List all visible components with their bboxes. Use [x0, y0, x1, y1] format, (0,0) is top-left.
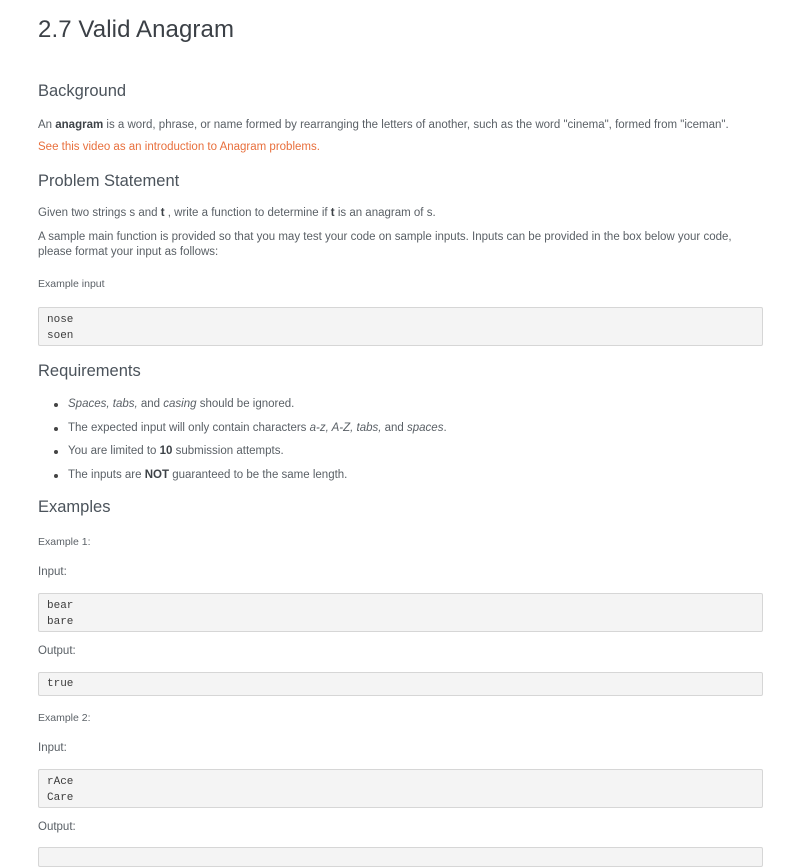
example-2-output-label: Output: [38, 821, 76, 833]
example-1-input-code: bear bare [38, 593, 763, 632]
list-item: Spaces, tabs, and casing should be ignored. [68, 395, 447, 419]
list-item: The expected input will only contain characters a-z, A-Z, tabs, and spaces. [68, 419, 447, 443]
example-2-label: Example 2: [38, 712, 91, 724]
example-2-input-label: Input: [38, 742, 67, 754]
examples-heading: Examples [38, 498, 111, 516]
example-1-label: Example 1: [38, 536, 91, 548]
list-item: You are limited to 10 submission attempts. [68, 442, 447, 466]
example-2-input-code: rAce Care [38, 769, 763, 808]
anagram-definition: An anagram is a word, phrase, or name formed by rearranging the letters of another, such as the word "cinema", formed from "iceman". [38, 119, 729, 131]
example-2-output-code [38, 847, 763, 867]
input-format-description: A sample main function is provided so that you may test your code on sample inputs. Inputs can be provided in the box below your code, please format your input as follows: [38, 231, 732, 258]
example-input-code: nose soen [38, 307, 763, 346]
example-1-output-label: Output: [38, 645, 76, 657]
background-heading: Background [38, 82, 127, 100]
requirements-heading: Requirements [38, 362, 141, 380]
anagram-term: anagram [55, 119, 104, 131]
list-item: The inputs are NOT guaranteed to be the same length. [68, 466, 447, 490]
example-input-label: Example input [38, 278, 105, 290]
video-link[interactable]: See this video as an introduction to Anagram problems. [38, 141, 320, 153]
example-1-input-label: Input: [38, 566, 67, 578]
requirements-list [38, 395, 447, 489]
problem-heading: Problem Statement [38, 172, 180, 190]
page-title: 2.7 Valid Anagram [38, 16, 235, 43]
problem-statement: Given two strings s and t , write a function to determine if t is an anagram of s. [38, 207, 436, 219]
example-1-output-code: true [38, 672, 763, 696]
